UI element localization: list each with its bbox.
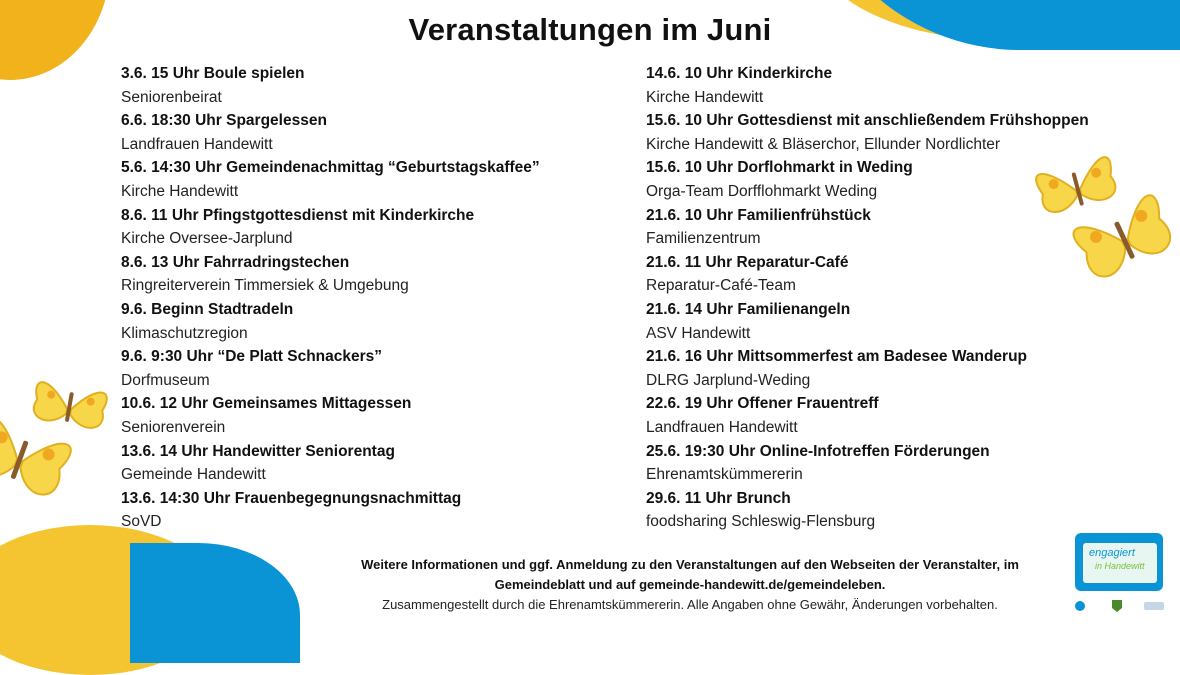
event-item: [646, 392, 1146, 439]
event-title: 5.6. 14:30 Uhr Gemeindenachmittag “Geburtstagskaffee”: [121, 159, 540, 177]
event-organizer: Klimaschutzregion: [121, 324, 248, 342]
event-title: 9.6. 9:30 Uhr “De Platt Schnackers”: [121, 348, 383, 366]
event-item: [121, 487, 621, 534]
event-title: 14.6. 10 Uhr Kinderkirche: [646, 65, 833, 82]
event-title: 15.6. 10 Uhr Dorflohmarkt in Weding: [646, 159, 913, 177]
event-organizer: Reparatur-Café-Team: [646, 277, 796, 295]
event-title: 10.6. 12 Uhr Gemeinsames Mittagessen: [121, 395, 412, 413]
footer-note: [300, 555, 1080, 615]
event-title: 25.6. 19:30 Uhr Online-Infotreffen Förderungen: [646, 442, 990, 460]
event-item: [646, 487, 1146, 534]
event-title: 21.6. 10 Uhr Familienfrühstück: [646, 206, 871, 224]
butterfly-icon: [0, 405, 75, 515]
event-organizer: foodsharing Schleswig-Flensburg: [646, 513, 876, 531]
event-item: [121, 109, 621, 156]
event-title: 3.6. 15 Uhr Boule spielen: [121, 65, 305, 82]
event-organizer: SoVD: [121, 513, 162, 531]
event-item: [646, 251, 1146, 298]
event-title: 6.6. 18:30 Uhr Spargelessen: [121, 112, 327, 130]
footer-disclaimer: Zusammengestellt durch die Ehrenamtskümmererin. Alle Angaben ohne Gewähr, Änderungen vorbehalten.: [382, 597, 998, 612]
event-organizer: Familienzentrum: [646, 230, 761, 248]
event-item: [646, 440, 1146, 487]
event-organizer: Seniorenverein: [121, 418, 226, 436]
event-item: [646, 345, 1146, 392]
event-item: [121, 204, 621, 251]
event-title: 13.6. 14:30 Uhr Frauenbegegnungsnachmittag: [121, 489, 462, 507]
event-item: [646, 298, 1146, 345]
event-organizer: Ehrenamtskümmererin: [646, 466, 803, 484]
event-organizer: Landfrauen Handewitt: [646, 418, 798, 436]
event-organizer: Orga-Team Dorfflohmarkt Weding: [646, 182, 878, 200]
event-organizer: Kirche Oversee-Jarplund: [121, 230, 293, 248]
event-title: 8.6. 13 Uhr Fahrradringstechen: [121, 253, 350, 271]
event-organizer: Kirche Handewitt & Bläserchor, Ellunder Nordlichter: [646, 135, 1001, 153]
engagiert-logo: [1075, 533, 1163, 591]
event-item: [646, 204, 1146, 251]
event-title: 15.6. 10 Uhr Gottesdienst mit anschließendem Frühshoppen: [646, 112, 1089, 130]
event-item: [121, 345, 621, 392]
event-list-right: [646, 62, 1146, 534]
event-item: [646, 156, 1146, 203]
event-organizer: Seniorenbeirat: [121, 88, 222, 106]
event-organizer: Dorfmuseum: [121, 371, 210, 389]
logo-text-main: engagiert: [1089, 547, 1135, 559]
event-item: [646, 62, 1146, 109]
event-title: 13.6. 14 Uhr Handewitter Seniorentag: [121, 442, 395, 460]
event-item: [121, 251, 621, 298]
event-organizer: DLRG Jarplund-Weding: [646, 371, 811, 389]
event-title: 21.6. 16 Uhr Mittsommerfest am Badesee Wanderup: [646, 348, 1028, 366]
logo-text-sub: in Handewitt: [1095, 561, 1145, 571]
event-organizer: Gemeinde Handewitt: [121, 466, 266, 484]
footer-info-line1: Weitere Informationen und ggf. Anmeldung zu den Veranstaltungen auf den Webseiten der Veranstalter, im: [361, 557, 1019, 572]
event-list-left: [121, 62, 621, 534]
event-item: [121, 440, 621, 487]
event-organizer: Kirche Handewitt: [121, 182, 239, 200]
event-item: [121, 392, 621, 439]
event-title: 29.6. 11 Uhr Brunch: [646, 489, 791, 507]
event-item: [121, 156, 621, 203]
footer-info-line2: Gemeindeblatt und auf gemeinde-handewitt.de/gemeindeleben.: [494, 577, 886, 592]
event-organizer: Kirche Handewitt: [646, 88, 764, 106]
event-title: 22.6. 19 Uhr Offener Frauentreff: [646, 395, 879, 413]
event-organizer: Ringreiterverein Timmersiek & Umgebung: [121, 277, 409, 295]
event-title: 8.6. 11 Uhr Pfingstgottesdienst mit Kinderkirche: [121, 206, 475, 224]
event-title: 21.6. 14 Uhr Familienangeln: [646, 300, 851, 318]
event-item: [121, 62, 621, 109]
corner-decoration-bottom-left-blue: [130, 543, 300, 663]
event-item: [646, 109, 1146, 156]
event-title: 21.6. 11 Uhr Reparatur-Café: [646, 253, 849, 271]
partner-logos-icon: [1072, 598, 1168, 614]
event-item: [121, 298, 621, 345]
event-organizer: Landfrauen Handewitt: [121, 135, 273, 153]
page-title: Veranstaltungen im Juni: [408, 12, 772, 47]
event-organizer: ASV Handewitt: [646, 324, 751, 342]
event-title: 9.6. Beginn Stadtradeln: [121, 300, 294, 318]
